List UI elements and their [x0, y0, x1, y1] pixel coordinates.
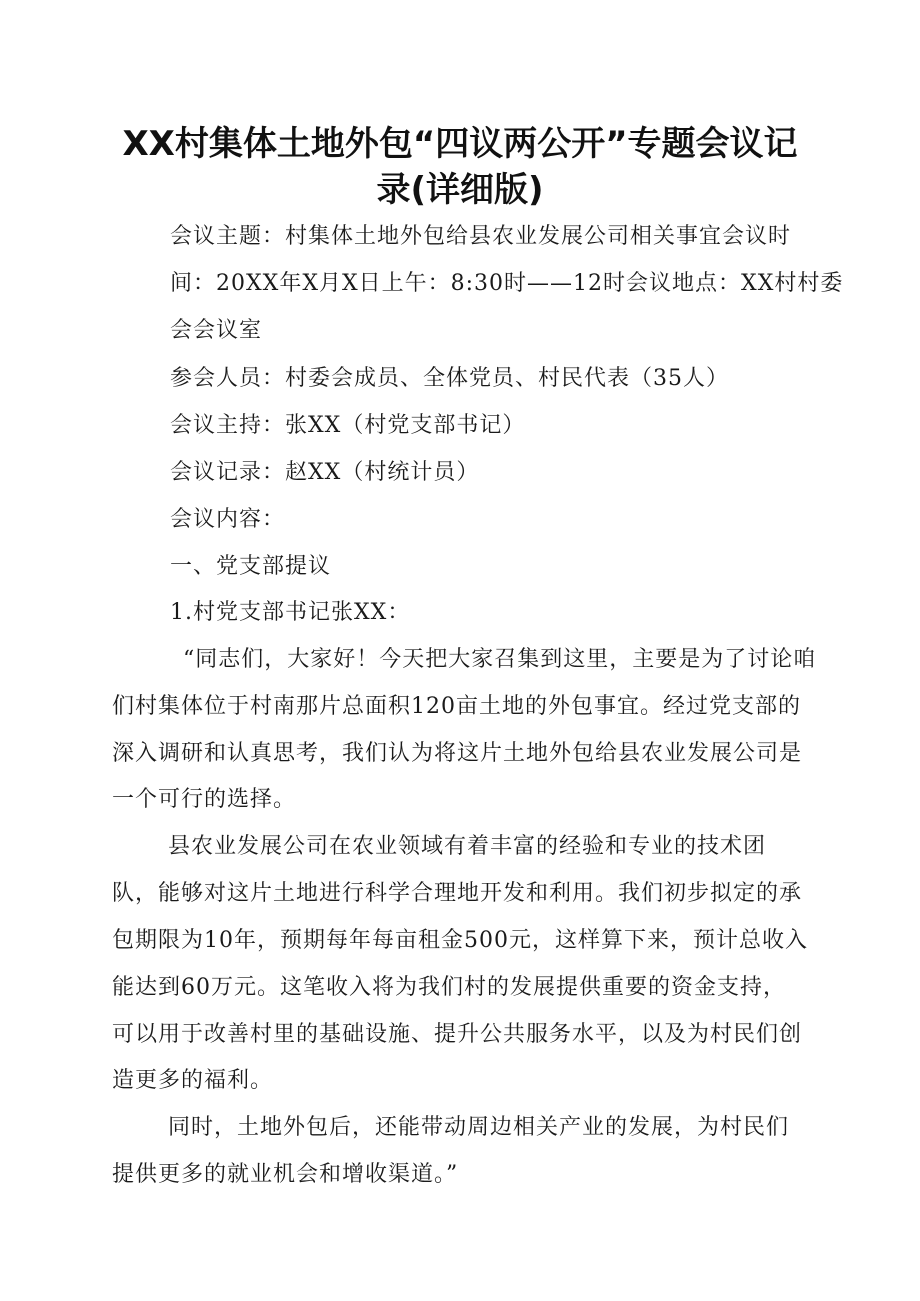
paragraph-1-line-4: 一个可行的选择。: [112, 787, 297, 812]
paragraph-1-line-3: 深入调研和认真思考，我们认为将这片土地外包给县农业发展公司是: [112, 741, 803, 766]
meta-line-attendees: 参会人员：村委会成员、全体党员、村民代表（35人）: [170, 366, 729, 391]
meta-line-time-location: 间：20XX年X月X日上午：8:30时——12时会议地点：XX村村委: [170, 271, 844, 296]
meta-line-host: 会议主持：张XX（村党支部书记）: [170, 413, 526, 438]
paragraph-1-line-1: “同志们，大家好！今天把大家召集到这里，主要是为了讨论咱: [183, 647, 817, 672]
paragraph-2-line-6: 造更多的福利。: [112, 1068, 274, 1093]
paragraph-3-line-1: 同时，土地外包后，还能带动周边相关产业的发展，为村民们: [168, 1115, 790, 1140]
paragraph-1-line-2: 们村集体位于村南那片总面积120亩土地的外包事宜。经过党支部的: [112, 694, 801, 719]
meta-line-recorder: 会议记录：赵XX（村统计员）: [170, 460, 480, 485]
speaker-heading-1: 1.村党支部书记张XX：: [170, 600, 411, 625]
section-heading-1: 一、党支部提议: [170, 554, 332, 579]
meta-line-topic: 会议主题：村集体土地外包给县农业发展公司相关事宜会议时: [170, 224, 792, 249]
paragraph-2-line-3: 包期限为10年，预期每年每亩租金500元，这样算下来，预计总收入: [112, 928, 808, 953]
paragraph-3-line-2: 提供更多的就业机会和增收渠道。”: [112, 1162, 459, 1187]
paragraph-2-line-4: 能达到60万元。这笔收入将为我们村的发展提供重要的资金支持，: [112, 975, 786, 1000]
document-title-line-1: XX村集体土地外包“四议两公开”专题会议记: [122, 124, 798, 164]
meta-line-location-cont: 会会议室: [170, 318, 263, 343]
paragraph-2-line-2: 队，能够对这片土地进行科学合理地开发和利用。我们初步拟定的承: [112, 881, 803, 906]
paragraph-2-line-1: 县农业发展公司在农业领域有着丰富的经验和专业的技术团: [168, 834, 767, 859]
document-title-line-2: 录(详细版): [376, 170, 544, 210]
meta-line-content-label: 会议内容：: [170, 507, 286, 532]
paragraph-2-line-5: 可以用于改善村里的基础设施、提升公共服务水平，以及为村民们创: [112, 1022, 803, 1047]
